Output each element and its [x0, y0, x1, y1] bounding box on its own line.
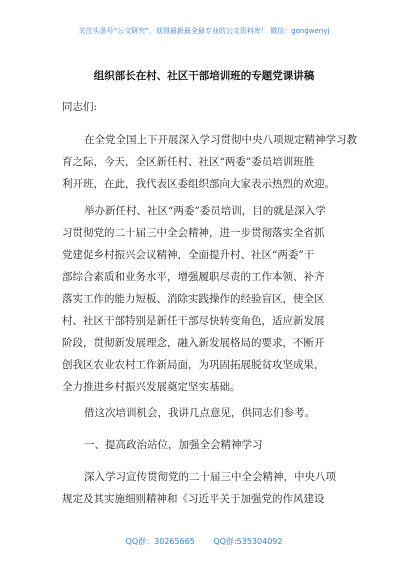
paragraph-3 [62, 402, 360, 424]
paragraph-line: 创我区农业农村工作新局面，为巩固拓展脱贫攻坚成果， [62, 359, 325, 371]
document-title: 组织部长在村、社区干部培训班的专题党课讲稿 [93, 70, 315, 82]
paragraph-line: 全力推进乡村振兴发展奠定坚实基础。 [62, 381, 241, 393]
salutation [62, 96, 360, 118]
paragraph-line: 习贯彻党的二十届三中全会精神，进一步贯彻落实全省抓 [62, 227, 325, 239]
header-notice: 关注头条号“公文研究”，获得最新最全最专业的公文资料库！ 微信：gongwenyj [78, 27, 330, 35]
paragraph-line: 阶段，贯彻新发展理念，融入新发展格局的要求，不断开 [62, 337, 325, 349]
paragraph-line: 举办新任村、社区“两委”委员培训，目的就是深入学 [84, 205, 326, 217]
footer-qq-group-1: QQ群：30265665 [125, 537, 195, 546]
paragraph-line: 借这次培训机会，我讲几点意见，供同志们参考。 [84, 407, 315, 419]
paragraph-line: 村、社区干部特别是新任干部尽快转变角色，适应新发展 [62, 315, 325, 327]
footer-qq-group-2: QQ群:535304092 [213, 537, 283, 546]
paragraph-line: 在全党全国上下开展深入学习贯彻中央八项规定精神学习教 [84, 134, 357, 146]
paragraph-2 [62, 200, 360, 398]
salutation-text: 同志们: [62, 101, 98, 113]
paragraph-line: 落实工作的能力短板、消除实践操作的经验盲区，使全区 [62, 293, 325, 305]
paragraph-1 [62, 129, 360, 195]
paragraph-line: 深入学习宣传贯彻党的二十届三中全会精神，中央八项 [84, 471, 336, 483]
section-heading-text: 一、提高政治站位，加强全会精神学习 [84, 439, 263, 451]
footer-contact [0, 536, 408, 547]
paragraph-4 [62, 466, 360, 510]
section-heading-1 [62, 434, 360, 456]
paragraph-line: 党建促乡村振兴会议精神，全面提升村、社区“两委”干 [62, 249, 315, 261]
paragraph-line: 部综合素质和业务水平，增强履职尽责的工作本领、补齐 [62, 271, 325, 283]
paragraph-line: 利开班，在此，我代表区委组织部向大家表示热烈的欢迎。 [62, 178, 335, 190]
paragraph-line: 规定及其实施细则精神和《习近平关于加强党的作风建设 [62, 493, 325, 505]
paragraph-line: 育之际，今天，全区新任村、社区“两委”委员培训班胜 [62, 156, 315, 168]
